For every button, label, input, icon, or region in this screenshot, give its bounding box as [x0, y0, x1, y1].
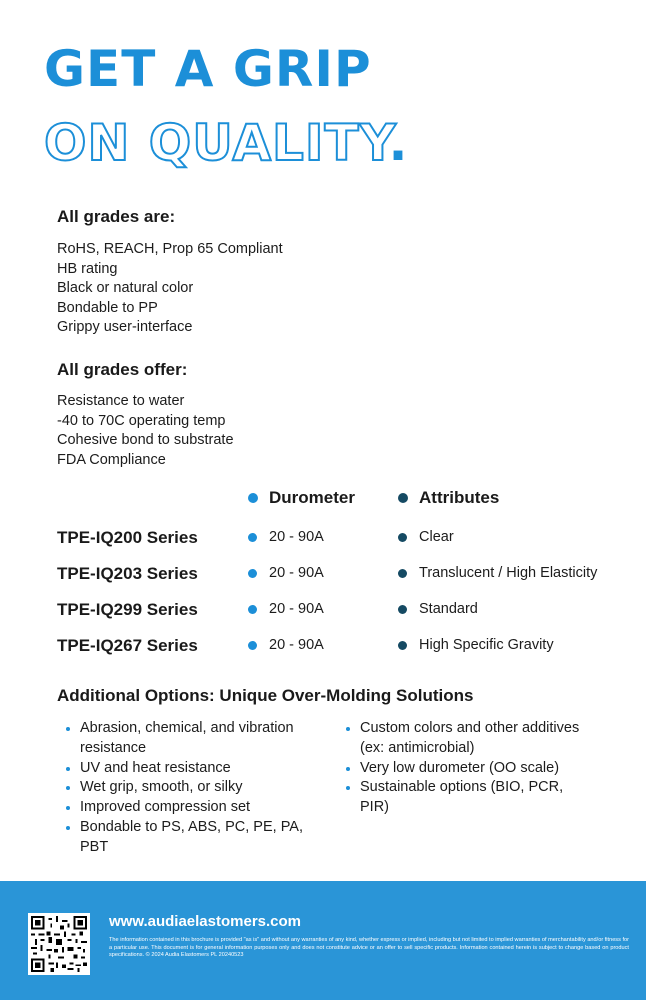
attribute-cell — [398, 637, 554, 653]
series-name: TPE-IQ200 Series — [57, 528, 198, 547]
list-item: UV and heat resistance — [58, 759, 313, 779]
attribute-value: Translucent / High Elasticity — [419, 565, 598, 581]
headline-line-2-text: ON QUALITY — [44, 114, 389, 172]
footer-band — [0, 881, 646, 1000]
list-item: -40 to 70C operating temp — [57, 412, 226, 429]
qr-code-graphic — [31, 916, 87, 972]
attribute-cell — [398, 565, 597, 581]
attribute-value: Standard — [419, 601, 478, 617]
list-item: Abrasion, chemical, and vibration resistance — [58, 719, 313, 759]
headline-line-1: GET A GRIP — [44, 40, 372, 98]
series-name: TPE-IQ203 Series — [57, 564, 198, 583]
durometer-value: 20 - 90A — [269, 637, 324, 653]
bullet-dot-icon — [398, 569, 407, 578]
list-item: Resistance to water — [57, 393, 185, 409]
additional-options-right-list — [338, 719, 588, 818]
attribute-value: High Specific Gravity — [419, 637, 554, 653]
list-item: Bondable to PS, ABS, PC, PE, PA, PBT — [58, 818, 313, 858]
durometer-dot-icon — [248, 493, 258, 503]
series-name: TPE-IQ299 Series — [57, 600, 198, 619]
list-item: Very low durometer (OO scale) — [338, 759, 588, 779]
attribute-value: Clear — [419, 529, 454, 545]
durometer-value: 20 - 90A — [269, 529, 324, 545]
durometer-cell — [248, 601, 324, 617]
list-item: Bondable to PP — [57, 299, 158, 316]
series-name: TPE-IQ267 Series — [57, 636, 198, 655]
qr-code-icon[interactable] — [28, 913, 90, 975]
list-item: HB rating — [57, 260, 118, 277]
attributes-header-label: Attributes — [419, 488, 500, 507]
bullet-dot-icon — [248, 533, 257, 542]
list-item: Sustainable options (BIO, PCR, PIR) — [338, 778, 588, 818]
attribute-cell — [398, 601, 478, 617]
bullet-dot-icon — [248, 605, 257, 614]
bullet-dot-icon — [398, 605, 407, 614]
list-item: Grippy user-interface — [57, 319, 193, 336]
durometer-header-label: Durometer — [269, 488, 355, 507]
table-row — [0, 528, 646, 552]
durometer-cell — [248, 565, 324, 581]
durometer-cell — [248, 529, 324, 545]
disclaimer-text: The information contained in this brochure is provided "as is" and without any warranties of any kind, whether express or implied, including but not limited to implied warranties of merchantability and/or fitness for a particular use. This document is for general information purposes only and does not constitute advice or an offer to sell specific products. Information contained herein is subject to change based on product specifications. © 2024 Audia Elastomers PL 20240523 — [109, 937, 629, 958]
durometer-value: 20 - 90A — [269, 601, 324, 617]
list-item: Improved compression set — [58, 798, 313, 818]
grades-are-list — [57, 240, 283, 338]
table-row — [0, 564, 646, 588]
list-item: Cohesive bond to substrate — [57, 432, 234, 449]
additional-options-heading: Additional Options: Unique Over-Molding Solutions — [57, 686, 474, 705]
table-row — [0, 600, 646, 624]
bullet-dot-icon — [248, 641, 257, 650]
list-item: RoHS, REACH, Prop 65 Compliant — [57, 241, 283, 257]
list-item: Black or natural color — [57, 280, 194, 297]
attributes-header — [398, 488, 499, 508]
attribute-cell — [398, 529, 454, 545]
grades-offer-heading: All grades offer: — [57, 360, 188, 379]
grades-are-heading: All grades are: — [57, 207, 176, 226]
durometer-cell — [248, 637, 324, 653]
list-item: Custom colors and other additives (ex: antimicrobial) — [338, 719, 588, 759]
attributes-dot-icon — [398, 493, 408, 503]
grades-offer-list — [57, 392, 234, 470]
durometer-value: 20 - 90A — [269, 565, 324, 581]
headline-period: . — [388, 114, 409, 172]
durometer-header — [248, 488, 355, 508]
bullet-dot-icon — [248, 569, 257, 578]
headline-line-2 — [44, 114, 409, 172]
bullet-dot-icon — [398, 641, 407, 650]
list-item: Wet grip, smooth, or silky — [58, 778, 313, 798]
additional-options-left-list — [58, 719, 313, 858]
website-link[interactable]: www.audiaelastomers.com — [109, 913, 302, 930]
bullet-dot-icon — [398, 533, 407, 542]
list-item: FDA Compliance — [57, 451, 166, 468]
table-row — [0, 636, 646, 660]
